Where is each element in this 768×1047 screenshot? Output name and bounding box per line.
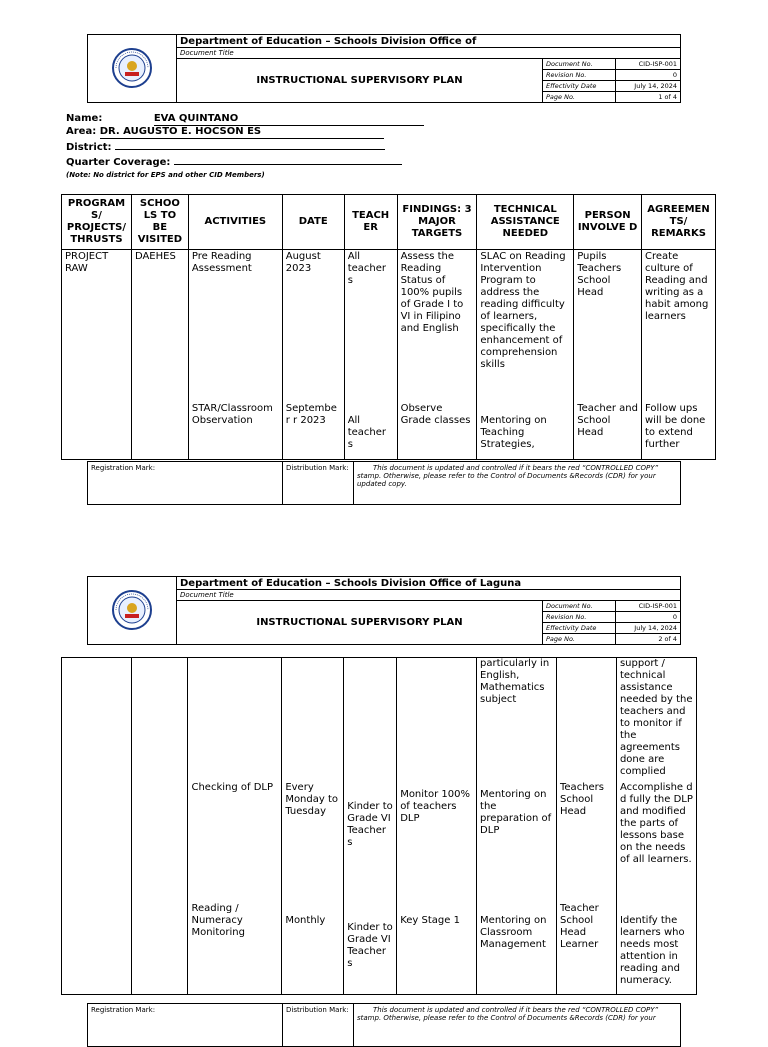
activity-cell: Pre Reading Assessment (188, 250, 282, 403)
meta-label: Effectivity Date (543, 623, 616, 634)
assistance-cell: SLAC on Reading Intervention Program to address the reading difficulty of learners, specifically the enhancement of comprehension skills (477, 250, 574, 403)
district-line (66, 139, 426, 154)
page1-footer (87, 461, 681, 505)
name-value: EVA QUINTANO (154, 113, 424, 126)
meta-value: CID-ISP-001 (616, 601, 681, 612)
document-title-label: Document Title (177, 590, 681, 601)
date-cell: Monthly (282, 902, 344, 995)
table-row (62, 250, 716, 403)
name-label: Name: (66, 113, 103, 124)
table-row (62, 658, 697, 782)
activity-cell (188, 658, 282, 782)
assistance-cell: Mentoring on Classroom Management (477, 902, 557, 995)
meta-value: 0 (616, 612, 681, 623)
date-cell (282, 658, 344, 782)
teacher-cell: All teacher s (344, 250, 397, 403)
remarks-cell: Identify the learners who needs most attention in reading and numeracy. (616, 902, 696, 995)
persons-cell (557, 658, 617, 782)
date-cell: Every Monday to Tuesday (282, 781, 344, 902)
school-cell (131, 658, 188, 995)
activity-cell: STAR/Classroom Observation (188, 402, 282, 460)
registration-mark: Registration Mark: (88, 1004, 283, 1047)
meta-label: Revision No. (543, 612, 616, 623)
column-header: FINDINGS: 3 MAJOR TARGETS (397, 195, 477, 250)
name-line (66, 113, 426, 126)
teacher-cell: Kinder to Grade VI Teacher s (344, 781, 397, 902)
distribution-mark: Distribution Mark: (283, 1004, 354, 1047)
column-header: PERSON INVOLVE D (574, 195, 642, 250)
controlled-copy-note: This document is updated and controlled if it bears the red “CONTROLLED COPY” stamp. Otherwise, please refer to the Control of Documents &Records (CDR) for your (354, 1004, 681, 1047)
page2-plan-table (61, 657, 697, 995)
teacher-cell: Kinder to Grade VI Teacher s (344, 902, 397, 995)
column-header: PROGRAM S/ PROJECTS/ THRUSTS (62, 195, 132, 250)
meta-label: Page No. (543, 92, 616, 103)
program-cell: PROJECT RAW (62, 250, 132, 460)
department-title: Department of Education – Schools Division Office of Laguna (177, 577, 681, 590)
page1-header (87, 34, 681, 103)
district-note: (Note: No district for EPS and other CID Members) (66, 171, 265, 179)
column-header: DATE (282, 195, 344, 250)
column-header: AGREEMEN TS/ REMARKS (642, 195, 716, 250)
controlled-copy-note: This document is updated and controlled if it bears the red “CONTROLLED COPY” stamp. Otherwise, please refer to the Control of Documents &Records (CDR) for your updated copy. (354, 462, 681, 505)
findings-cell: Assess the Reading Status of 100% pupils of Grade I to VI in Filipino and English (397, 250, 477, 403)
activity-cell: Reading / Numeracy Monitoring (188, 902, 282, 995)
page1-plan-table (61, 194, 716, 460)
district-label: District: (66, 142, 112, 153)
remarks-cell: Accomplishe d d fully the DLP and modified the parts of lessons base on the needs of all learners. (616, 781, 696, 902)
area-label: Area: (66, 126, 97, 137)
deped-seal (88, 577, 177, 645)
findings-cell: Observe Grade classes (397, 402, 477, 460)
deped-seal-icon (102, 46, 162, 90)
meta-value: July 14, 2024 (616, 81, 681, 92)
teacher-cell (344, 658, 397, 782)
page2-footer (87, 1003, 681, 1047)
meta-label: Revision No. (543, 70, 616, 81)
findings-cell: Key Stage 1 (397, 902, 477, 995)
column-header: ACTIVITIES (188, 195, 282, 250)
persons-cell: Teacher and School Head (574, 402, 642, 460)
quarter-line (66, 154, 426, 169)
assistance-cell: particularly in English, Mathematics subject (477, 658, 557, 782)
distribution-mark: Distribution Mark: (283, 462, 354, 505)
meta-label: Effectivity Date (543, 81, 616, 92)
deped-seal (88, 35, 177, 103)
column-header: TECHNICAL ASSISTANCE NEEDED (477, 195, 574, 250)
persons-cell: Teacher School Head Learner (557, 902, 617, 995)
meta-value: July 14, 2024 (616, 623, 681, 634)
area-value: DR. AUGUSTO E. HOCSON ES (100, 126, 384, 139)
meta-label: Document No. (543, 601, 616, 612)
activity-cell: Checking of DLP (188, 781, 282, 902)
registration-mark: Registration Mark: (88, 462, 283, 505)
deped-seal-icon (102, 588, 162, 632)
teacher-cell: All teacher s (344, 402, 397, 460)
area-line (66, 126, 426, 139)
district-value (115, 139, 385, 150)
date-cell: August 2023 (282, 250, 344, 403)
meta-value: 2 of 4 (616, 634, 681, 645)
school-cell: DAEHES (131, 250, 188, 460)
quarter-value (174, 154, 402, 165)
remarks-cell: support / technical assistance needed by the teachers and to monitor if the agreements done are complied (616, 658, 696, 782)
assistance-cell: Mentoring on the preparation of DLP (477, 781, 557, 902)
program-cell (62, 658, 132, 995)
document-title-label: Document Title (177, 48, 681, 59)
page2-header (87, 576, 681, 645)
meta-label: Document No. (543, 59, 616, 70)
meta-label: Page No. (543, 634, 616, 645)
findings-cell (397, 658, 477, 782)
department-title: Department of Education – Schools Division Office of (177, 35, 681, 48)
column-header: TEACH ER (344, 195, 397, 250)
plan-title: INSTRUCTIONAL SUPERVISORY PLAN (177, 59, 543, 103)
date-cell: Septembe r r 2023 (282, 402, 344, 460)
plan-title: INSTRUCTIONAL SUPERVISORY PLAN (177, 601, 543, 645)
info-block (66, 113, 426, 181)
meta-value: CID-ISP-001 (616, 59, 681, 70)
column-header: SCHOO LS TO BE VISITED (131, 195, 188, 250)
assistance-cell: Mentoring on Teaching Strategies, (477, 402, 574, 460)
meta-value: 1 of 4 (616, 92, 681, 103)
meta-value: 0 (616, 70, 681, 81)
findings-cell: Monitor 100% of teachers DLP (397, 781, 477, 902)
remarks-cell: Follow ups will be done to extend further (642, 402, 716, 460)
remarks-cell: Create culture of Reading and writing as a habit among learners (642, 250, 716, 403)
persons-cell: Teachers School Head (557, 781, 617, 902)
table-header-row (62, 195, 716, 250)
persons-cell: Pupils Teachers School Head (574, 250, 642, 403)
quarter-label: Quarter Coverage: (66, 157, 171, 168)
